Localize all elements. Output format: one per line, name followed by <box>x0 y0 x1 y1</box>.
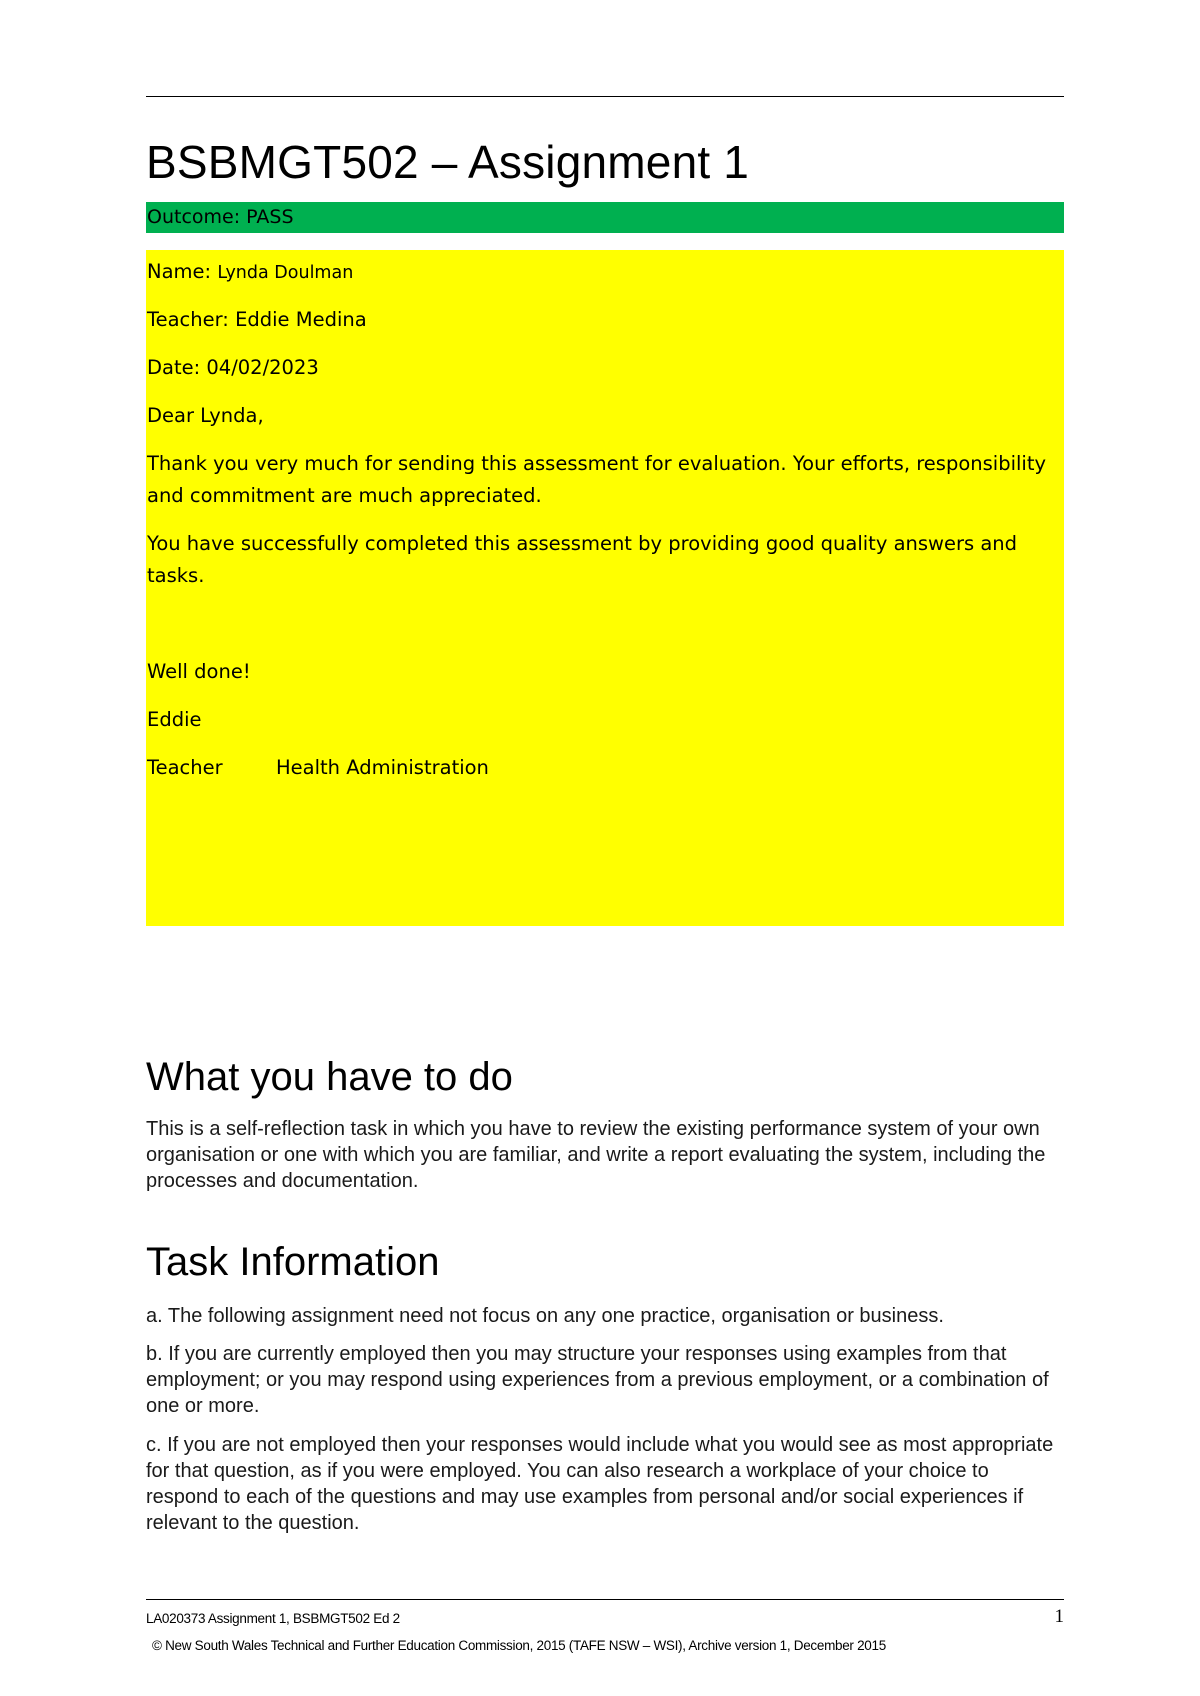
feedback-paragraph-1: Thank you very much for sending this assessment for evaluation. Your efforts, responsibility and commitment are much appreciated. <box>147 452 1047 507</box>
student-name-label: Name: <box>147 260 212 283</box>
student-name-line <box>147 256 353 289</box>
greeting: Dear Lynda, <box>147 404 264 427</box>
page-number: 1 <box>1054 1606 1064 1627</box>
date-line: Date: 04/02/2023 <box>147 356 319 379</box>
feedback-paragraph-2: You have successfully completed this assessment by providing good quality answers and tasks. <box>147 532 1018 587</box>
header-rule <box>146 96 1064 97</box>
signature-name: Eddie <box>147 708 202 731</box>
footer-reference: LA020373 Assignment 1, BSBMGT502 Ed 2 <box>146 1611 400 1626</box>
signature-role: Teacher <box>147 756 223 779</box>
task-item-b: b. If you are currently employed then you may structure your responses using examples from that employment; or you may respond using experiences from a previous employment, or a combination of one or more. <box>146 1343 1049 1417</box>
footer-copyright: © New South Wales Technical and Further Education Commission, 2015 (TAFE NSW – WSI), Archive version 1, December 2015 <box>152 1638 886 1653</box>
footer-rule <box>146 1599 1064 1600</box>
section-body-what-you-have-to-do: This is a self-reflection task in which you have to review the existing performance system of your own organisation or one with which you are familiar, and write a report evaluating the system, including the processes and documentation. <box>146 1118 1046 1192</box>
student-name-value: Lynda Doulman <box>217 263 354 283</box>
signature-department: Health Administration <box>276 756 489 779</box>
section-heading-what-you-have-to-do: What you have to do <box>146 1055 513 1099</box>
teacher-feedback-box <box>146 250 1064 926</box>
closing-line: Well done! <box>147 660 251 683</box>
teacher-line: Teacher: Eddie Medina <box>147 308 367 331</box>
task-item-c: c. If you are not employed then your responses would include what you would see as most appropriate for that question, as if you were employed. You can also research a workplace of your choice to respond to each of the questions and may use examples from personal and/or social experiences if relevant to the question. <box>146 1434 1054 1534</box>
document-title: BSBMGT502 – Assignment 1 <box>146 136 750 188</box>
signature-role-line <box>147 752 489 784</box>
task-item-a: a. The following assignment need not focus on any one practice, organisation or business. <box>146 1305 944 1327</box>
section-heading-task-information: Task Information <box>146 1240 440 1284</box>
outcome-banner: Outcome: PASS <box>146 202 1064 233</box>
